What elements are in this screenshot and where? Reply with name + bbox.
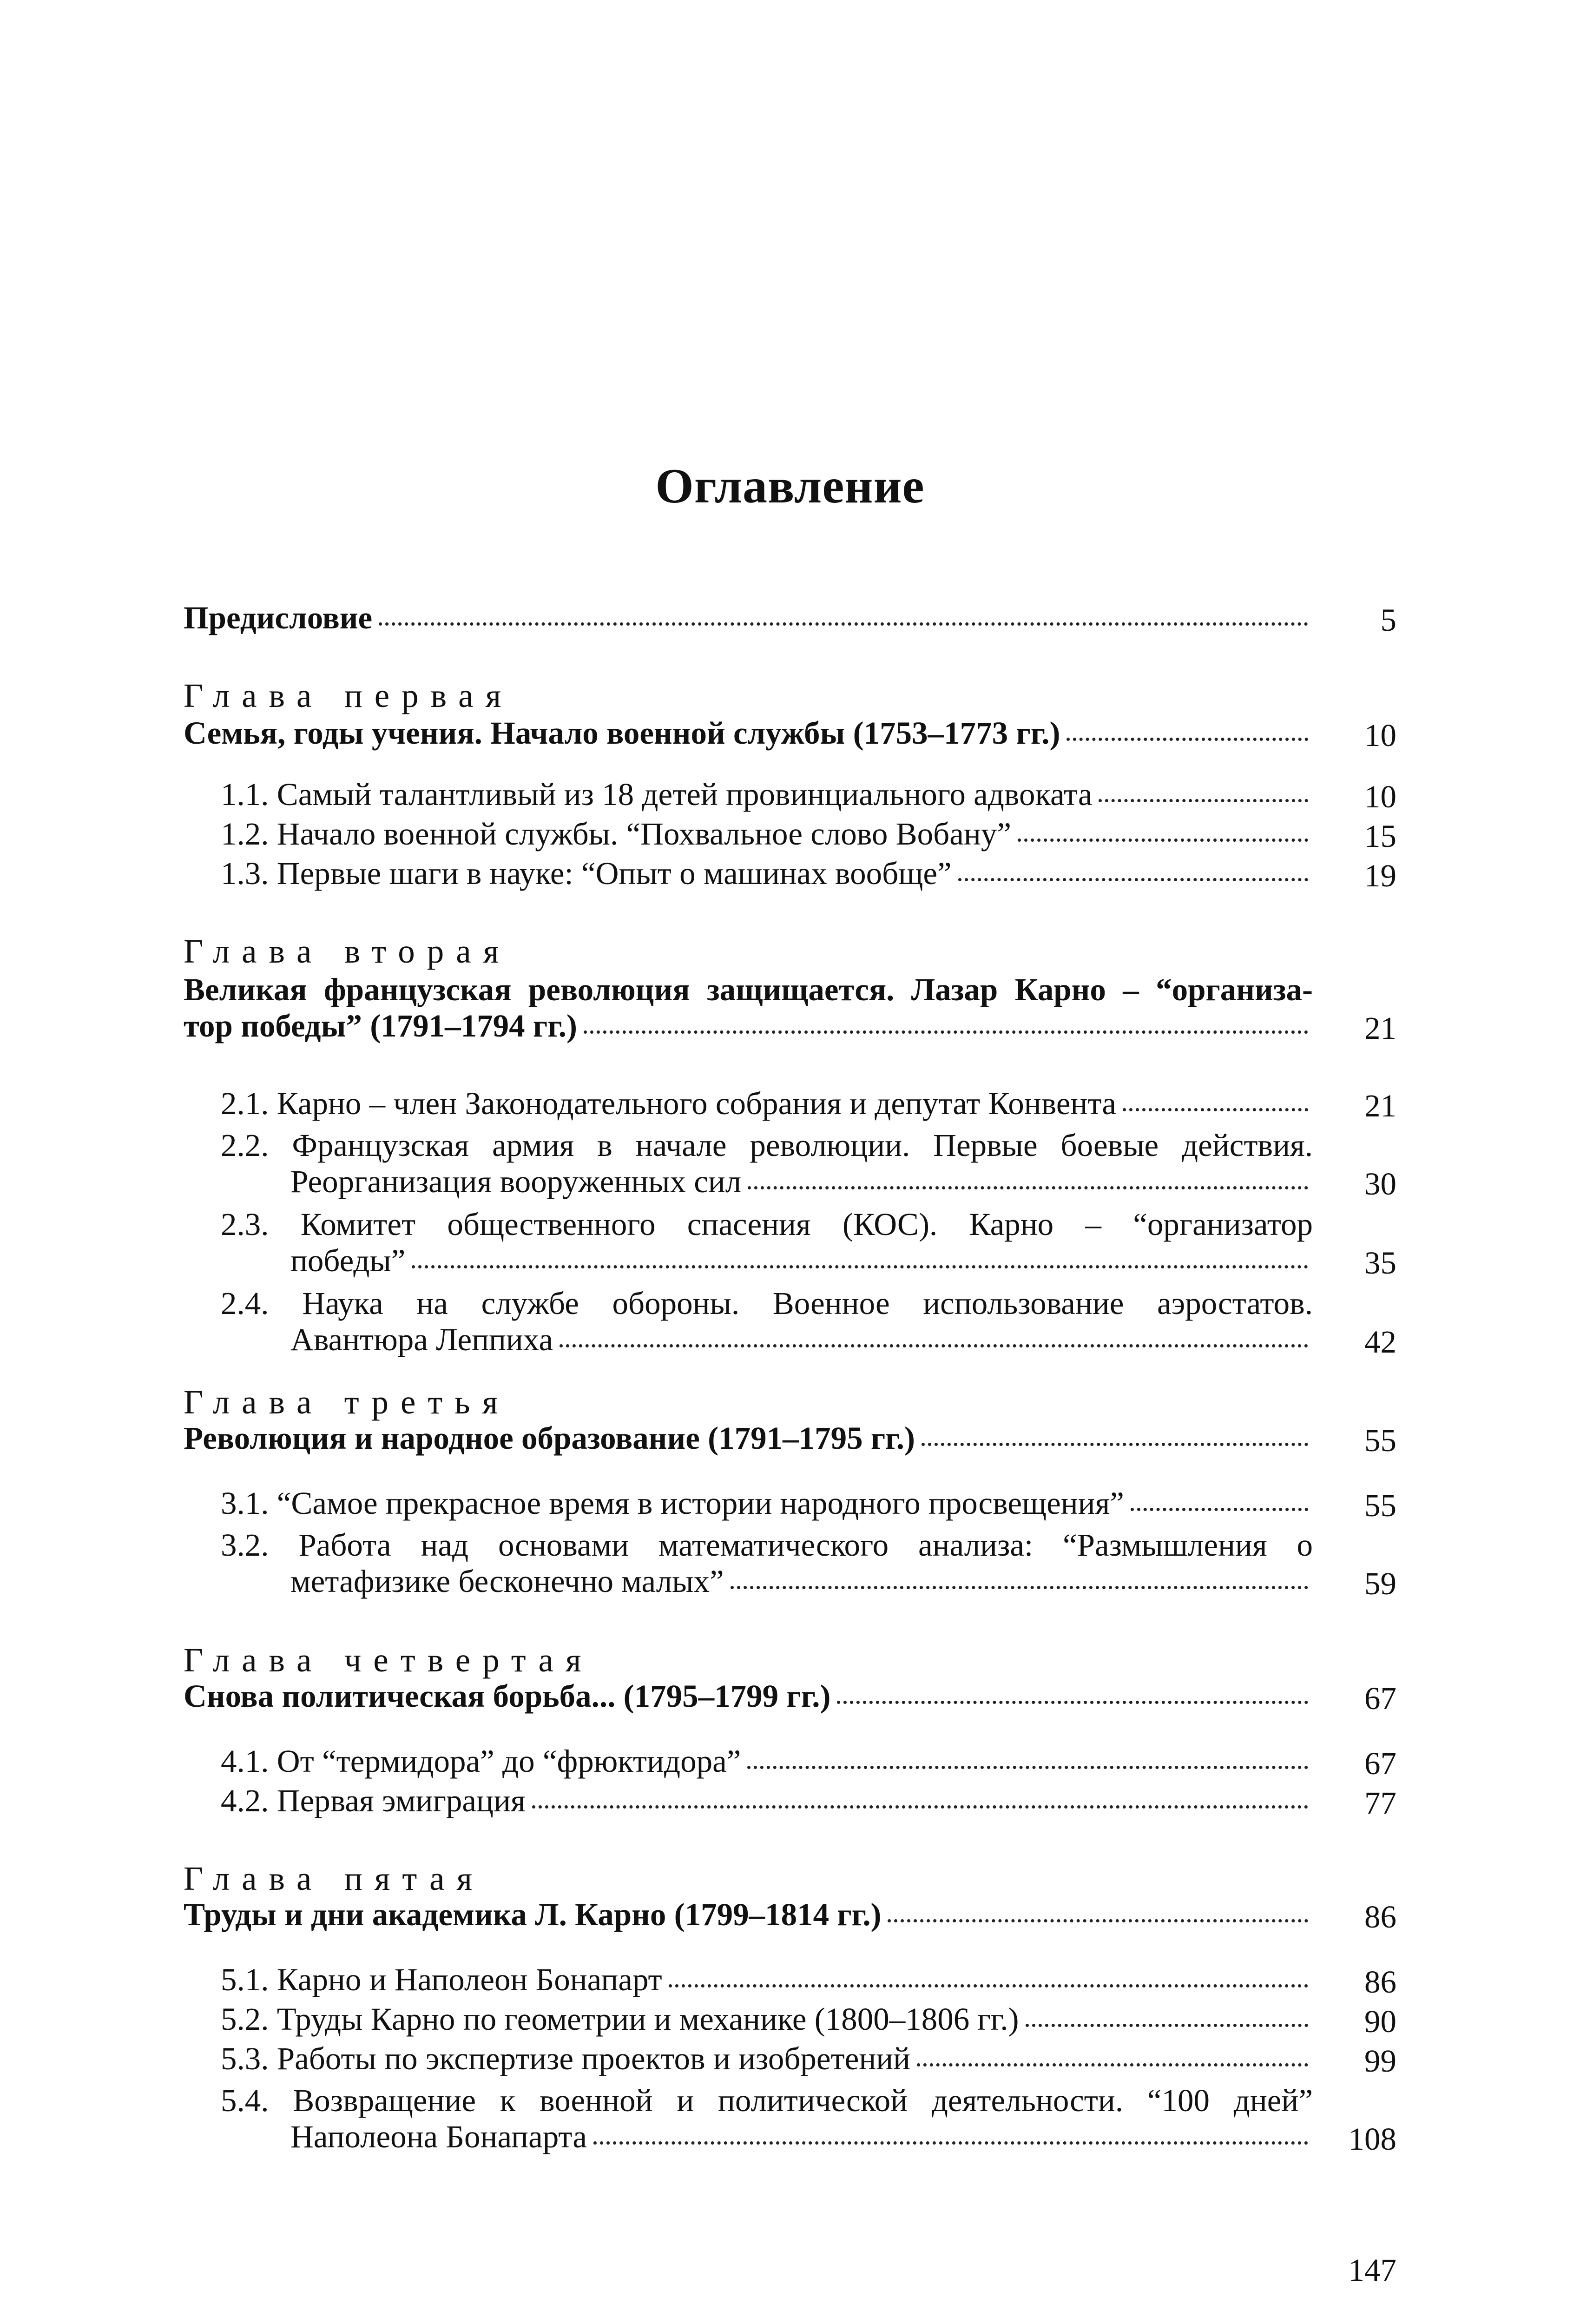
chapter-heading-page: 10 bbox=[1364, 718, 1396, 753]
dot-leader bbox=[412, 1265, 1308, 1268]
dot-leader bbox=[888, 1919, 1308, 1922]
toc-section bbox=[221, 1964, 1313, 1996]
toc-section bbox=[221, 1785, 1313, 1817]
chapter-heading-page: 86 bbox=[1364, 1899, 1396, 1934]
toc-section-page: 19 bbox=[1364, 858, 1396, 893]
toc-section bbox=[290, 1324, 1313, 1356]
toc-section-text: Наполеона Бонапарта bbox=[290, 2119, 587, 2154]
chapter-heading-text: Семья, годы учения. Начало военной службы (1753–1773 гг.) bbox=[184, 715, 1060, 751]
toc-section-text: 4.2. Первая эмиграция bbox=[221, 1783, 526, 1818]
toc-section-text: метафизике бесконечно малых” bbox=[290, 1564, 724, 1599]
toc-section bbox=[221, 1487, 1313, 1519]
chapter-heading bbox=[184, 1422, 1313, 1454]
chapter-heading-page: 55 bbox=[1364, 1423, 1396, 1458]
toc-preface-text: Предисловие bbox=[184, 600, 373, 635]
toc-section-text: 4.1. От “термидора” до “фрюктидора” bbox=[221, 1743, 741, 1779]
toc-preface-page: 5 bbox=[1380, 602, 1396, 638]
dot-leader bbox=[669, 1984, 1308, 1987]
toc-section-line: 2.2. Французская армия в начале революции. Первые боевые действия. bbox=[221, 1128, 1313, 1163]
toc-section bbox=[221, 2003, 1313, 2035]
dot-leader bbox=[731, 1586, 1308, 1589]
toc-section bbox=[221, 1088, 1313, 1120]
chapter-heading bbox=[184, 1899, 1313, 1931]
chapter-heading-text: тор победы” (1791–1794 гг.) bbox=[184, 1008, 578, 1043]
chapter-heading-page: 21 bbox=[1364, 1010, 1396, 1046]
toc-section-page: 30 bbox=[1364, 1166, 1396, 1202]
page-title: Оглавление bbox=[655, 459, 925, 513]
toc-section-text: 5.1. Карно и Наполеон Бонапарт bbox=[221, 1962, 662, 1997]
chapter-heading bbox=[184, 1680, 1313, 1712]
toc-section bbox=[221, 818, 1313, 850]
toc-section-line: 3.2. Работа над основами математического анализа: “Размышления о bbox=[221, 1527, 1313, 1563]
dot-leader bbox=[747, 1766, 1308, 1769]
toc-preface bbox=[184, 602, 1313, 634]
chapter-heading-text: Снова политическая борьба... (1795–1799 гг.) bbox=[184, 1678, 831, 1714]
toc-section-page: 42 bbox=[1364, 1324, 1396, 1360]
chapter-label: Глава четвертая bbox=[184, 1641, 593, 1679]
toc-section-text: 1.2. Начало военной службы. “Похвальное слово Вобану” bbox=[221, 816, 1011, 852]
chapter-heading bbox=[184, 1010, 1313, 1042]
toc-section bbox=[290, 2121, 1313, 2153]
toc-section-text: 3.1. “Самое прекрасное время в истории народного просвещения” bbox=[221, 1486, 1124, 1521]
toc-section-text: Реорганизация вооруженных сил bbox=[290, 1164, 742, 1199]
toc-section-text: 2.1. Карно – член Законодательного собрания и депутат Конвента bbox=[221, 1086, 1117, 1121]
dot-leader bbox=[748, 1186, 1308, 1189]
dot-leader bbox=[837, 1701, 1308, 1704]
dot-leader bbox=[584, 1030, 1308, 1034]
chapter-heading-text: Труды и дни академика Л. Карно (1799–1814 гг.) bbox=[184, 1897, 882, 1932]
toc-section-text: Авантюра Леппиха bbox=[290, 1322, 553, 1357]
toc-section-page: 55 bbox=[1364, 1488, 1396, 1523]
dot-leader bbox=[1026, 2024, 1309, 2027]
page-number: 147 bbox=[1348, 2252, 1396, 2288]
toc-section-page: 90 bbox=[1364, 2004, 1396, 2039]
toc-section-line: 2.3. Комитет общественного спасения (КОС). Карно – “организатор bbox=[221, 1207, 1313, 1242]
dot-leader bbox=[922, 1443, 1308, 1446]
chapter-label: Глава вторая bbox=[184, 932, 511, 970]
dot-leader bbox=[1066, 738, 1308, 741]
toc-section-page: 35 bbox=[1364, 1245, 1396, 1281]
toc-section bbox=[221, 779, 1313, 811]
toc-section-page: 21 bbox=[1364, 1088, 1396, 1123]
dot-leader bbox=[1131, 1508, 1308, 1511]
toc-section bbox=[221, 1745, 1313, 1777]
toc-section-page: 108 bbox=[1348, 2121, 1396, 2157]
toc-section-page: 67 bbox=[1364, 1746, 1396, 1781]
toc-section-text: победы” bbox=[290, 1243, 406, 1278]
toc-section-text: 5.3. Работы по экспертизе проектов и изобретений bbox=[221, 2041, 911, 2076]
chapter-heading-page: 67 bbox=[1364, 1681, 1396, 1716]
toc-section bbox=[221, 2043, 1313, 2075]
chapter-label: Глава третья bbox=[184, 1383, 510, 1421]
toc-section-text: 1.3. Первые шаги в науке: “Опыт о машинах вообще” bbox=[221, 856, 952, 891]
dot-leader bbox=[958, 878, 1308, 881]
toc-section-line: 5.4. Возвращение к военной и политической деятельности. “100 дней” bbox=[221, 2083, 1313, 2118]
chapter-heading-text: Революция и народное образование (1791–1795 гг.) bbox=[184, 1420, 915, 1456]
toc-section-page: 99 bbox=[1364, 2043, 1396, 2079]
dot-leader bbox=[593, 2141, 1308, 2145]
dot-leader bbox=[1099, 799, 1308, 802]
toc-section-page: 15 bbox=[1364, 819, 1396, 854]
dot-leader bbox=[379, 622, 1308, 626]
toc-section-page: 59 bbox=[1364, 1566, 1396, 1601]
toc-section bbox=[290, 1565, 1313, 1598]
toc-section-line: 2.4. Наука на службе обороны. Военное использование аэростатов. bbox=[221, 1286, 1313, 1321]
chapter-label: Глава первая bbox=[184, 677, 514, 714]
chapter-heading-line: Великая французская революция защищается. Лазар Карно – “организа- bbox=[184, 972, 1313, 1007]
toc-section bbox=[290, 1166, 1313, 1198]
dot-leader bbox=[1018, 838, 1308, 842]
toc-section-text: 1.1. Самый талантливый из 18 детей провинциального адвоката bbox=[221, 777, 1093, 812]
dot-leader bbox=[560, 1344, 1308, 1347]
dot-leader bbox=[1123, 1108, 1308, 1111]
toc-section-page: 10 bbox=[1364, 779, 1396, 814]
toc-section-page: 77 bbox=[1364, 1785, 1396, 1821]
dot-leader bbox=[532, 1805, 1308, 1809]
toc-section-page: 86 bbox=[1364, 1964, 1396, 2000]
toc-section-text: 5.2. Труды Карно по геометрии и механике (1800–1806 гг.) bbox=[221, 2001, 1019, 2037]
dot-leader bbox=[917, 2063, 1308, 2067]
toc-section bbox=[290, 1245, 1313, 1277]
chapter-heading bbox=[184, 717, 1313, 749]
chapter-label: Глава пятая bbox=[184, 1860, 485, 1897]
toc-section bbox=[221, 858, 1313, 890]
